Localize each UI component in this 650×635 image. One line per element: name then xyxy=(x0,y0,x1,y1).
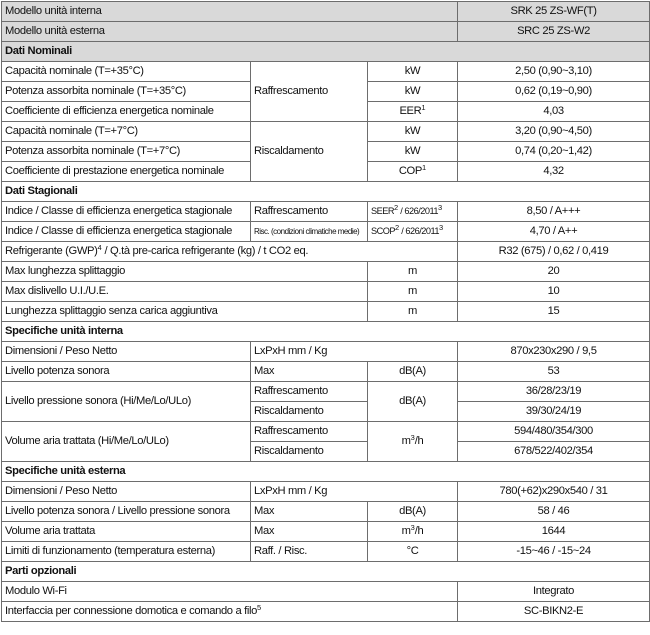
table-row xyxy=(2,122,650,142)
table-row xyxy=(2,362,650,382)
table-row xyxy=(2,602,650,622)
row-unit: m xyxy=(368,282,458,302)
row-label: Max lunghezza splittaggio xyxy=(2,262,368,282)
row-mode: Risc. (condizioni climatiche medie) xyxy=(251,222,368,242)
row-label: Indice / Classe di efficienza energetica stagionale xyxy=(2,222,251,242)
row-mode: Raff. / Risc. xyxy=(251,542,368,562)
row-unit xyxy=(368,202,458,222)
row-label: Volume aria trattata xyxy=(2,522,251,542)
row-label: Max dislivello U.I./U.E. xyxy=(2,282,368,302)
row-value: 10 xyxy=(458,282,650,302)
row-unit xyxy=(368,422,458,462)
row-label: Lunghezza splittaggio senza carica aggiuntiva xyxy=(2,302,368,322)
row-unit xyxy=(368,522,458,542)
indoor-model-label: Modello unità interna xyxy=(2,2,458,22)
row-value: 58 / 46 xyxy=(458,502,650,522)
row-label: Coefficiente di efficienza energetica nominale xyxy=(2,102,251,122)
table-row xyxy=(2,542,650,562)
row-value: 678/522/402/354 xyxy=(458,442,650,462)
row-value: 594/480/354/300 xyxy=(458,422,650,442)
unit-text: SEER xyxy=(371,206,395,216)
row-value: 4,32 xyxy=(458,162,650,182)
row-label: Potenza assorbita nominale (T=+7°C) xyxy=(2,142,251,162)
section-title: Dati Nominali xyxy=(2,42,650,62)
row-value: 0,62 (0,19~0,90) xyxy=(458,82,650,102)
unit-exponent: 3 xyxy=(410,433,415,442)
row-label: Coefficiente di prestazione energetica nominale xyxy=(2,162,251,182)
unit-text: COP xyxy=(398,165,423,177)
table-row xyxy=(2,262,650,282)
row-value: 8,50 / A+++ xyxy=(458,202,650,222)
row-value: SC-BIKN2-E xyxy=(458,602,650,622)
row-unit: dB(A) xyxy=(368,382,458,422)
row-unit xyxy=(368,222,458,242)
table-row xyxy=(2,422,650,442)
mode-cooling: Raffrescamento xyxy=(251,62,368,122)
footnote-mark: 1 xyxy=(421,103,426,112)
row-unit: kW xyxy=(368,62,458,82)
indoor-model-row xyxy=(2,2,650,22)
table-row xyxy=(2,522,650,542)
table-row xyxy=(2,282,650,302)
row-label xyxy=(2,242,458,262)
row-value: Integrato xyxy=(458,582,650,602)
row-unit: m xyxy=(368,302,458,322)
row-value: 4,03 xyxy=(458,102,650,122)
section-outdoor xyxy=(2,462,650,482)
row-value: 53 xyxy=(458,362,650,382)
row-label xyxy=(2,602,458,622)
row-value: 15 xyxy=(458,302,650,322)
row-value: 2,50 (0,90~3,10) xyxy=(458,62,650,82)
outdoor-model-value: SRC 25 ZS-W2 xyxy=(458,22,650,42)
table-row xyxy=(2,242,650,262)
unit-exponent: 3 xyxy=(410,523,415,532)
row-unit: m xyxy=(368,262,458,282)
row-unit xyxy=(368,102,458,122)
mode-heating: Riscaldamento xyxy=(251,122,368,182)
outdoor-model-label: Modello unità esterna xyxy=(2,22,458,42)
unit-text: m xyxy=(401,435,411,447)
row-value: 780(+62)x290x540 / 31 xyxy=(458,482,650,502)
row-unit: LxPxH mm / Kg xyxy=(251,482,458,502)
table-row xyxy=(2,382,650,402)
row-mode: Riscaldamento xyxy=(251,442,368,462)
row-unit: kW xyxy=(368,142,458,162)
row-unit: dB(A) xyxy=(368,502,458,522)
section-indoor xyxy=(2,322,650,342)
row-label: Indice / Classe di efficienza energetica stagionale xyxy=(2,202,251,222)
row-mode: Raffrescamento xyxy=(251,382,368,402)
row-value: -15~46 / -15~24 xyxy=(458,542,650,562)
row-unit: LxPxH mm / Kg xyxy=(251,342,458,362)
footnote-mark: 4 xyxy=(97,243,102,252)
footnote-mark: 2 xyxy=(394,203,399,212)
row-label: Livello potenza sonora xyxy=(2,362,251,382)
section-nominal xyxy=(2,42,650,62)
spec-sheet xyxy=(1,1,649,633)
footnote-mark: 3 xyxy=(439,223,444,232)
row-mode: Max xyxy=(251,502,368,522)
label-text: Refrigerante (GWP) xyxy=(5,245,98,257)
row-value: 36/28/23/19 xyxy=(458,382,650,402)
section-title: Specifiche unità interna xyxy=(2,322,650,342)
footnote-mark: 5 xyxy=(256,603,262,612)
table-row xyxy=(2,482,650,502)
table-row xyxy=(2,62,650,82)
unit-text: m xyxy=(401,525,411,537)
section-title: Parti opzionali xyxy=(2,562,650,582)
row-value: 1644 xyxy=(458,522,650,542)
indoor-model-value: SRK 25 ZS-WF(T) xyxy=(458,2,650,22)
table-row xyxy=(2,302,650,322)
row-unit xyxy=(368,162,458,182)
unit-text: EER xyxy=(399,105,422,117)
row-label: Capacità nominale (T=+35°C) xyxy=(2,62,251,82)
row-unit: kW xyxy=(368,82,458,102)
row-mode: Max xyxy=(251,362,368,382)
row-value: 4,70 / A++ xyxy=(458,222,650,242)
footnote-mark: 1 xyxy=(422,163,427,172)
row-unit: kW xyxy=(368,122,458,142)
unit-text: /h xyxy=(414,525,424,537)
table-row xyxy=(2,202,650,222)
row-label: Modulo Wi-Fi xyxy=(2,582,458,602)
label-text: / Q.tà pre-carica refrigerante (kg) / t CO2 eq. xyxy=(101,245,309,257)
section-seasonal xyxy=(2,182,650,202)
table-row xyxy=(2,502,650,522)
label-text: Interfaccia per connessione domotica e comando a filo xyxy=(5,605,257,617)
section-title: Specifiche unità esterna xyxy=(2,462,650,482)
row-value: R32 (675) / 0,62 / 0,419 xyxy=(458,242,650,262)
row-label: Limiti di funzionamento (temperatura esterna) xyxy=(2,542,251,562)
table-row xyxy=(2,582,650,602)
table-row xyxy=(2,222,650,242)
unit-text: SCOP xyxy=(371,226,396,236)
row-label: Volume aria trattata (Hi/Me/Lo/ULo) xyxy=(2,422,251,462)
row-mode: Raffrescamento xyxy=(251,202,368,222)
row-mode: Riscaldamento xyxy=(251,402,368,422)
row-unit: dB(A) xyxy=(368,362,458,382)
table-row xyxy=(2,342,650,362)
row-label: Dimensioni / Peso Netto xyxy=(2,342,251,362)
regulation-text: / 626/2011 xyxy=(399,226,440,236)
row-value: 0,74 (0,20~1,42) xyxy=(458,142,650,162)
section-options xyxy=(2,562,650,582)
row-mode: Raffrescamento xyxy=(251,422,368,442)
unit-text: /h xyxy=(414,435,424,447)
row-label: Livello pressione sonora (Hi/Me/Lo/ULo) xyxy=(2,382,251,422)
row-value: 3,20 (0,90~4,50) xyxy=(458,122,650,142)
row-label: Potenza assorbita nominale (T=+35°C) xyxy=(2,82,251,102)
outdoor-model-row xyxy=(2,22,650,42)
row-mode: Max xyxy=(251,522,368,542)
row-unit: °C xyxy=(368,542,458,562)
row-label: Dimensioni / Peso Netto xyxy=(2,482,251,502)
row-value: 20 xyxy=(458,262,650,282)
section-title: Dati Stagionali xyxy=(2,182,650,202)
footnote-mark: 2 xyxy=(395,223,400,232)
row-value: 870x230x290 / 9,5 xyxy=(458,342,650,362)
row-label: Livello potenza sonora / Livello pressione sonora xyxy=(2,502,251,522)
spec-table xyxy=(1,1,650,622)
row-value: 39/30/24/19 xyxy=(458,402,650,422)
footnote-mark: 3 xyxy=(438,203,443,212)
regulation-text: / 626/2011 xyxy=(398,206,438,216)
row-label: Capacità nominale (T=+7°C) xyxy=(2,122,251,142)
